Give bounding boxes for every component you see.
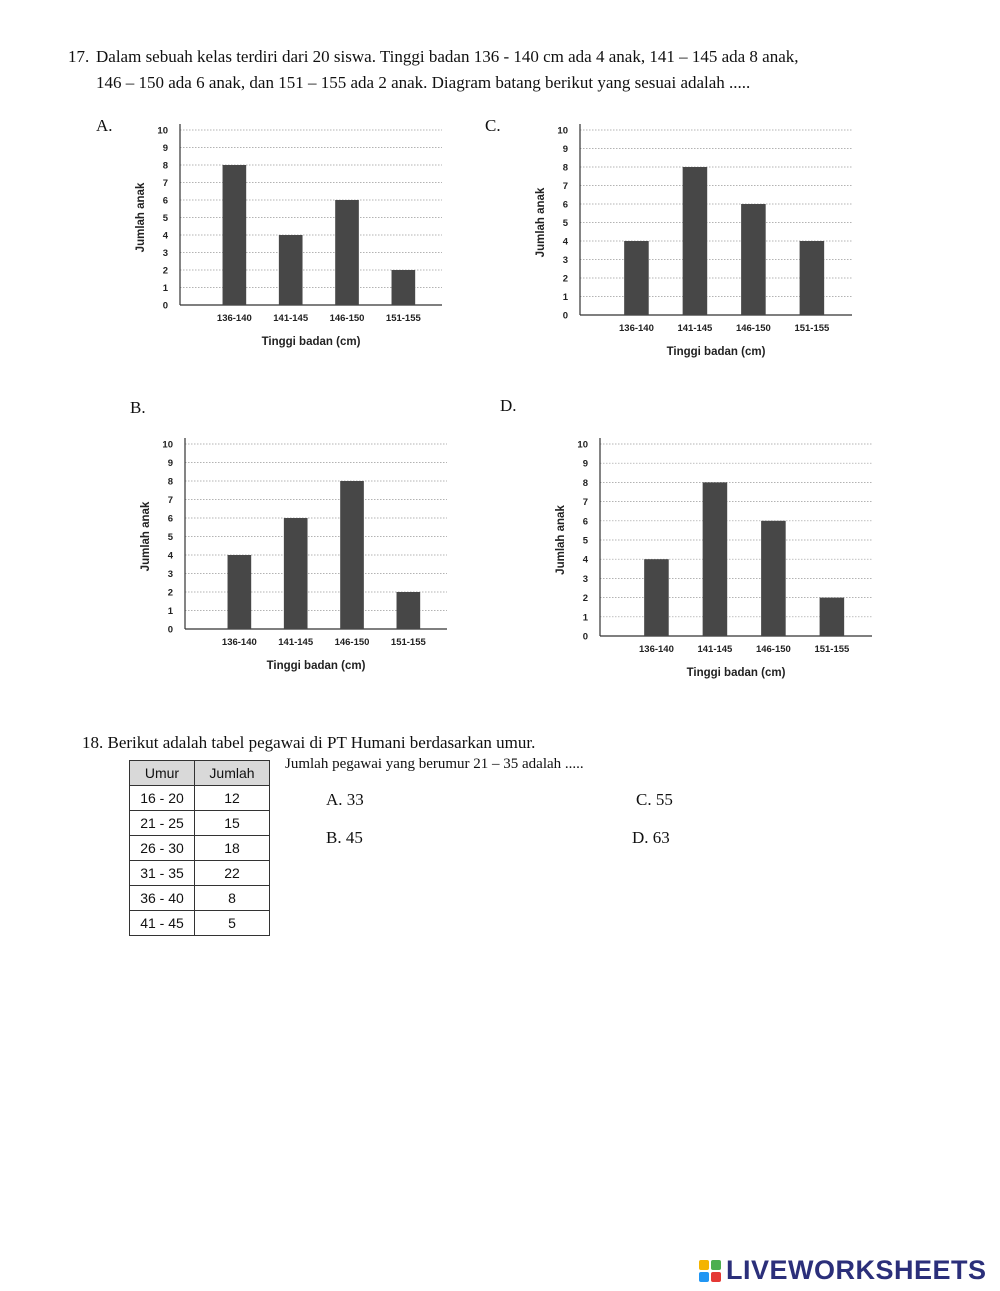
y-tick-label: 4: [562, 236, 568, 248]
y-tick-label: 0: [582, 631, 588, 643]
x-axis-title: Tinggi badan (cm): [666, 346, 766, 358]
bar-151-155: [800, 241, 825, 315]
table-row: [130, 786, 270, 811]
table-cell-umur: 16 - 20: [130, 786, 195, 811]
table-row: [130, 861, 270, 886]
logo-text: LIVEWORKSHEETS: [726, 1255, 987, 1285]
y-tick-label: 9: [582, 458, 588, 470]
logo-square: [711, 1272, 721, 1282]
y-tick-label: 0: [562, 310, 568, 322]
y-tick-label: 4: [582, 554, 588, 566]
y-tick-label: 4: [162, 230, 168, 242]
y-tick-label: 6: [162, 195, 168, 207]
table-cell-umur: 31 - 35: [130, 861, 195, 886]
bar-151-155: [392, 270, 416, 305]
y-tick-label: 3: [582, 573, 588, 585]
table-row: [130, 886, 270, 911]
y-tick-label: 6: [582, 516, 588, 528]
y-tick-label: 5: [167, 532, 173, 543]
chart-option-d: [550, 432, 880, 694]
logo-squares-icon: [698, 1259, 722, 1283]
y-tick-label: 9: [162, 143, 168, 154]
question-17-line-1: Dalam sebuah kelas terdiri dari 20 siswa. Tinggi badan 136 - 140 cm ada 4 anak, 141 – 145 ada 8 anak,: [96, 47, 799, 66]
bar-146-150: [340, 481, 364, 629]
y-tick-label: 7: [582, 497, 588, 509]
x-tick-label: 146-150: [334, 637, 370, 648]
table-cell-jumlah: 22: [195, 861, 270, 886]
option-c-label: C.: [485, 116, 501, 135]
option-a-label: A.: [96, 116, 113, 135]
y-tick-label: 2: [167, 587, 173, 599]
x-axis-title: Tinggi badan (cm): [266, 660, 366, 672]
y-tick-label: 4: [167, 550, 173, 562]
liveworksheets-logo: [698, 1255, 987, 1286]
x-tick-label: 136-140: [639, 644, 674, 655]
x-tick-label: 146-150: [735, 323, 771, 334]
bar-151-155: [397, 592, 421, 629]
y-tick-label: 6: [167, 513, 173, 525]
y-tick-label: 7: [562, 181, 568, 192]
employee-age-table: [129, 760, 270, 936]
option-d-label: D.: [500, 396, 517, 415]
x-tick-label: 136-140: [619, 323, 654, 334]
logo-square: [711, 1260, 721, 1270]
y-axis-title: Jumlah anak: [140, 501, 152, 572]
y-tick-label: 8: [562, 162, 568, 174]
y-tick-label: 8: [162, 160, 168, 172]
x-tick-label: 151-155: [794, 323, 830, 334]
table-cell-jumlah: 5: [195, 911, 270, 936]
x-axis-title: Tinggi badan (cm): [686, 667, 786, 679]
bar-136-140: [624, 241, 649, 315]
y-tick-label: 8: [582, 477, 588, 489]
y-tick-label: 10: [557, 125, 568, 137]
y-tick-label: 3: [167, 569, 173, 580]
table-header-jumlah: Jumlah: [195, 761, 270, 786]
chart-option-a: [130, 118, 450, 363]
y-tick-label: 2: [162, 265, 168, 277]
y-tick-label: 3: [562, 255, 568, 266]
question-18-text: 18. Berikut adalah tabel pegawai di PT Humani berdasarkan umur.: [82, 733, 536, 752]
question-18-prompt: Jumlah pegawai yang berumur 21 – 35 adalah .....: [285, 756, 584, 772]
bar-146-150: [335, 200, 359, 305]
bar-141-145: [683, 167, 708, 315]
x-tick-label: 141-145: [677, 323, 713, 334]
bar-136-140: [644, 559, 669, 636]
y-tick-label: 10: [162, 439, 173, 451]
bar-146-150: [741, 204, 766, 315]
y-tick-label: 5: [562, 218, 568, 229]
table-cell-jumlah: 15: [195, 811, 270, 836]
table-cell-umur: 21 - 25: [130, 811, 195, 836]
table-cell-jumlah: 8: [195, 886, 270, 911]
bar-146-150: [761, 521, 786, 636]
y-tick-label: 5: [582, 535, 588, 547]
x-tick-label: 151-155: [390, 637, 426, 648]
y-tick-label: 1: [167, 606, 173, 617]
x-tick-label: 141-145: [697, 644, 733, 655]
bar-141-145: [284, 518, 308, 629]
x-tick-label: 136-140: [221, 637, 257, 648]
x-tick-label: 146-150: [755, 644, 791, 655]
question-17-number: 17.: [68, 47, 90, 66]
y-tick-label: 7: [167, 495, 173, 506]
table-row: [130, 911, 270, 936]
y-tick-label: 9: [562, 144, 568, 155]
y-tick-label: 10: [577, 439, 588, 451]
table-header-umur: Umur: [130, 761, 195, 786]
logo-square: [699, 1260, 709, 1270]
answer-option-b[interactable]: B. 45: [326, 828, 363, 847]
y-tick-label: 2: [562, 273, 568, 285]
y-tick-label: 3: [162, 248, 168, 259]
y-tick-label: 0: [162, 300, 168, 312]
y-axis-title: Jumlah anak: [535, 187, 547, 258]
y-tick-label: 2: [582, 593, 588, 605]
logo-square: [699, 1272, 709, 1282]
x-tick-label: 141-145: [273, 313, 309, 324]
bar-136-140: [228, 555, 252, 629]
x-tick-label: 136-140: [216, 313, 252, 324]
table-row: [130, 811, 270, 836]
bar-141-145: [703, 482, 728, 636]
x-tick-label: 146-150: [329, 313, 365, 324]
bar-136-140: [223, 165, 247, 305]
answer-option-c[interactable]: C. 55: [636, 790, 673, 809]
table-cell-umur: 41 - 45: [130, 911, 195, 936]
table-cell-umur: 36 - 40: [130, 886, 195, 911]
table-cell-umur: 26 - 30: [130, 836, 195, 861]
bar-151-155: [820, 598, 845, 636]
y-axis-title: Jumlah anak: [135, 182, 147, 253]
x-axis-title: Tinggi badan (cm): [261, 336, 361, 348]
chart-option-b: [135, 432, 455, 687]
y-tick-label: 1: [562, 292, 568, 303]
y-tick-label: 0: [167, 624, 173, 636]
y-tick-label: 7: [162, 178, 168, 189]
x-tick-label: 141-145: [278, 637, 314, 648]
y-axis-title: Jumlah anak: [555, 505, 567, 575]
y-tick-label: 1: [162, 283, 168, 294]
y-tick-label: 5: [162, 213, 168, 224]
bar-141-145: [279, 235, 303, 305]
answer-option-d[interactable]: D. 63: [632, 828, 670, 847]
table-cell-jumlah: 12: [195, 786, 270, 811]
question-17-line-2: 146 – 150 ada 6 anak, dan 151 – 155 ada 2 anak. Diagram batang berikut yang sesuai adalah .....: [96, 73, 751, 92]
option-b-label: B.: [130, 398, 146, 417]
x-tick-label: 151-155: [814, 644, 850, 655]
table-row: [130, 836, 270, 861]
y-tick-label: 9: [167, 458, 173, 469]
answer-option-a[interactable]: A. 33: [326, 790, 364, 809]
x-tick-label: 151-155: [385, 313, 421, 324]
y-tick-label: 8: [167, 476, 173, 488]
y-tick-label: 1: [582, 612, 588, 624]
y-tick-label: 6: [562, 199, 568, 211]
table-cell-jumlah: 18: [195, 836, 270, 861]
y-tick-label: 10: [157, 125, 168, 137]
chart-option-c: [530, 118, 860, 373]
